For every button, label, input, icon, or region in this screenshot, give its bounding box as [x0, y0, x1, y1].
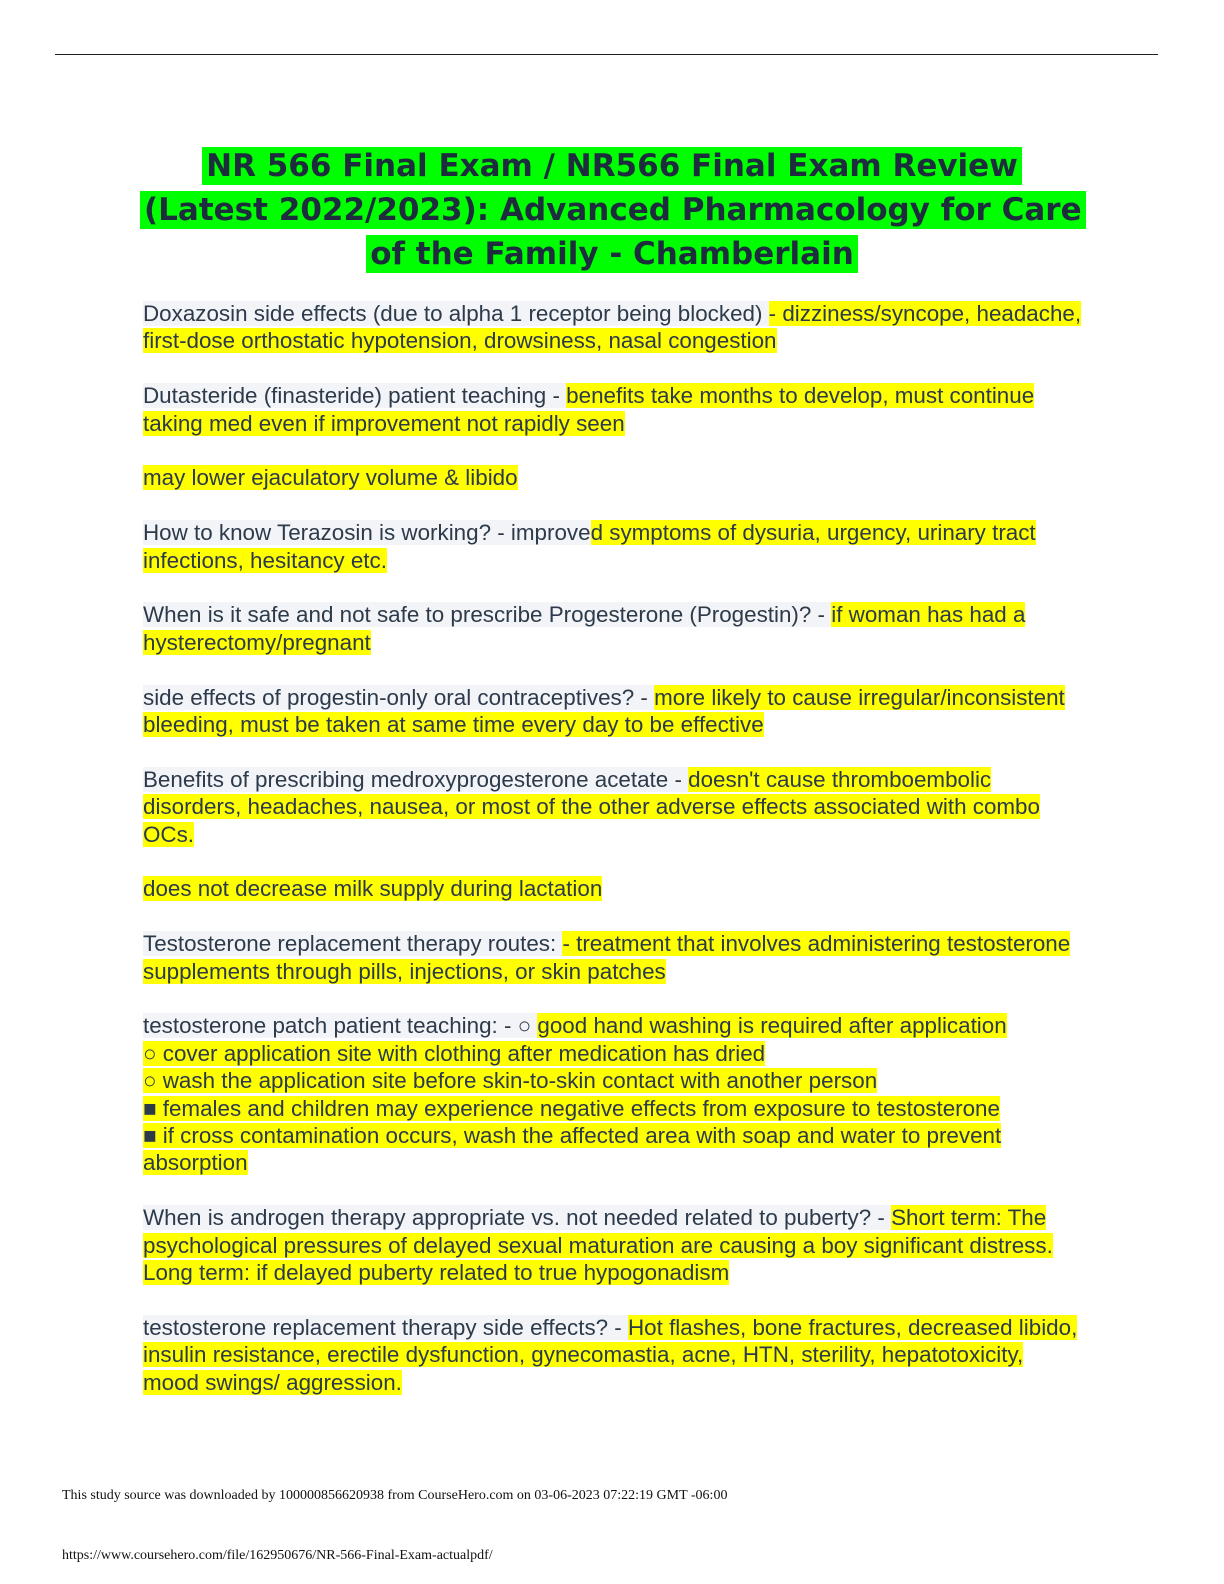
qa-entry — [143, 1314, 1083, 1396]
answer-text: Short term: The psychological pressures of delayed sexual maturation are causing a boy significant distress. Long term: if delayed puberty related to true hypogonadism — [143, 1205, 1053, 1286]
question-text: Doxazosin side effects (due to alpha 1 receptor being blocked) — [143, 301, 769, 326]
question-text: testosterone replacement therapy side effects? - — [143, 1314, 628, 1340]
qa-entry — [143, 1204, 1083, 1286]
answer-text: does not decrease milk supply during lactation — [143, 876, 603, 902]
answer-text: if woman has had a hysterectomy/pregnant — [143, 602, 1026, 655]
document-body — [143, 300, 1083, 1423]
answer-text: benefits take months to develop, must continue taking med even if improvement not rapidly seen — [143, 383, 1035, 436]
answer-text: more likely to cause irregular/inconsistent bleeding, must be taken at same time every day to be effective — [143, 684, 1065, 738]
answer-text: good hand washing is required after application ○ cover application site with clothing after medication has dried ○ wash the application site before skin-to-skin contact with another person ■ females and children may experience negative effects from exposure to testosterone ■ if cross contamination occurs, wash the affected area with soap and water to prevent absorption — [143, 1013, 1007, 1176]
qa-entry — [143, 875, 1083, 902]
qa-entry — [143, 601, 1083, 656]
answer-text: - treatment that involves administering testosterone supplements through pills, injections, or skin patches — [143, 931, 1071, 984]
question-text: Dutasteride (finasteride) patient teaching - — [143, 383, 567, 409]
qa-entry — [143, 519, 1083, 574]
answer-text: Hot flashes, bone fractures, decreased libido, insulin resistance, erectile dysfunction, gynecomastia, acne, HTN, sterility, hepatotoxicity, mood swings/ aggression. — [143, 1314, 1078, 1395]
question-text: Benefits of prescribing medroxyprogesterone acetate - — [143, 766, 689, 792]
qa-entry — [143, 766, 1083, 848]
question-text: When is it safe and not safe to prescribe Progesterone (Progestin)? - — [143, 602, 832, 628]
qa-entry — [143, 382, 1083, 437]
qa-entry — [143, 684, 1083, 739]
question-text: When is androgen therapy appropriate vs. not needed related to puberty? - — [143, 1205, 892, 1231]
question-text: testosterone patch patient teaching: - ○ — [143, 1013, 538, 1039]
answer-text: - dizziness/syncope, headache, first-dose orthostatic hypotension, drowsiness, nasal congestion — [143, 301, 1082, 354]
answer-text: d symptoms of dysuria, urgency, urinary tract infections, hesitancy etc. — [143, 520, 1036, 573]
source-url[interactable]: https://www.coursehero.com/file/162950676/NR-566-Final-Exam-actualpdf/ — [62, 1548, 493, 1563]
qa-entry — [143, 930, 1083, 985]
qa-entry — [143, 300, 1083, 355]
document-title: NR 566 Final Exam / NR566 Final Exam Review (Latest 2022/2023): Advanced Pharmacology for Care of the Family - Chamberlain — [140, 144, 1084, 276]
question-text: side effects of progestin-only oral contraceptives? - — [143, 684, 655, 710]
question-text: Testosterone replacement therapy routes: — [143, 931, 563, 957]
top-divider — [55, 54, 1158, 55]
qa-entry — [143, 1012, 1083, 1176]
download-source-note: This study source was downloaded by 100000856620938 from CourseHero.com on 03-06-2023 07:22:19 GMT -06:00 — [62, 1488, 728, 1503]
question-text: How to know Terazosin is working? - improve — [143, 520, 591, 546]
answer-text: doesn't cause thromboembolic disorders, headaches, nausea, or most of the other adverse effects associated with combo OCs. — [143, 766, 1040, 847]
answer-text: may lower ejaculatory volume & libido — [143, 465, 518, 491]
qa-entry — [143, 464, 1083, 491]
